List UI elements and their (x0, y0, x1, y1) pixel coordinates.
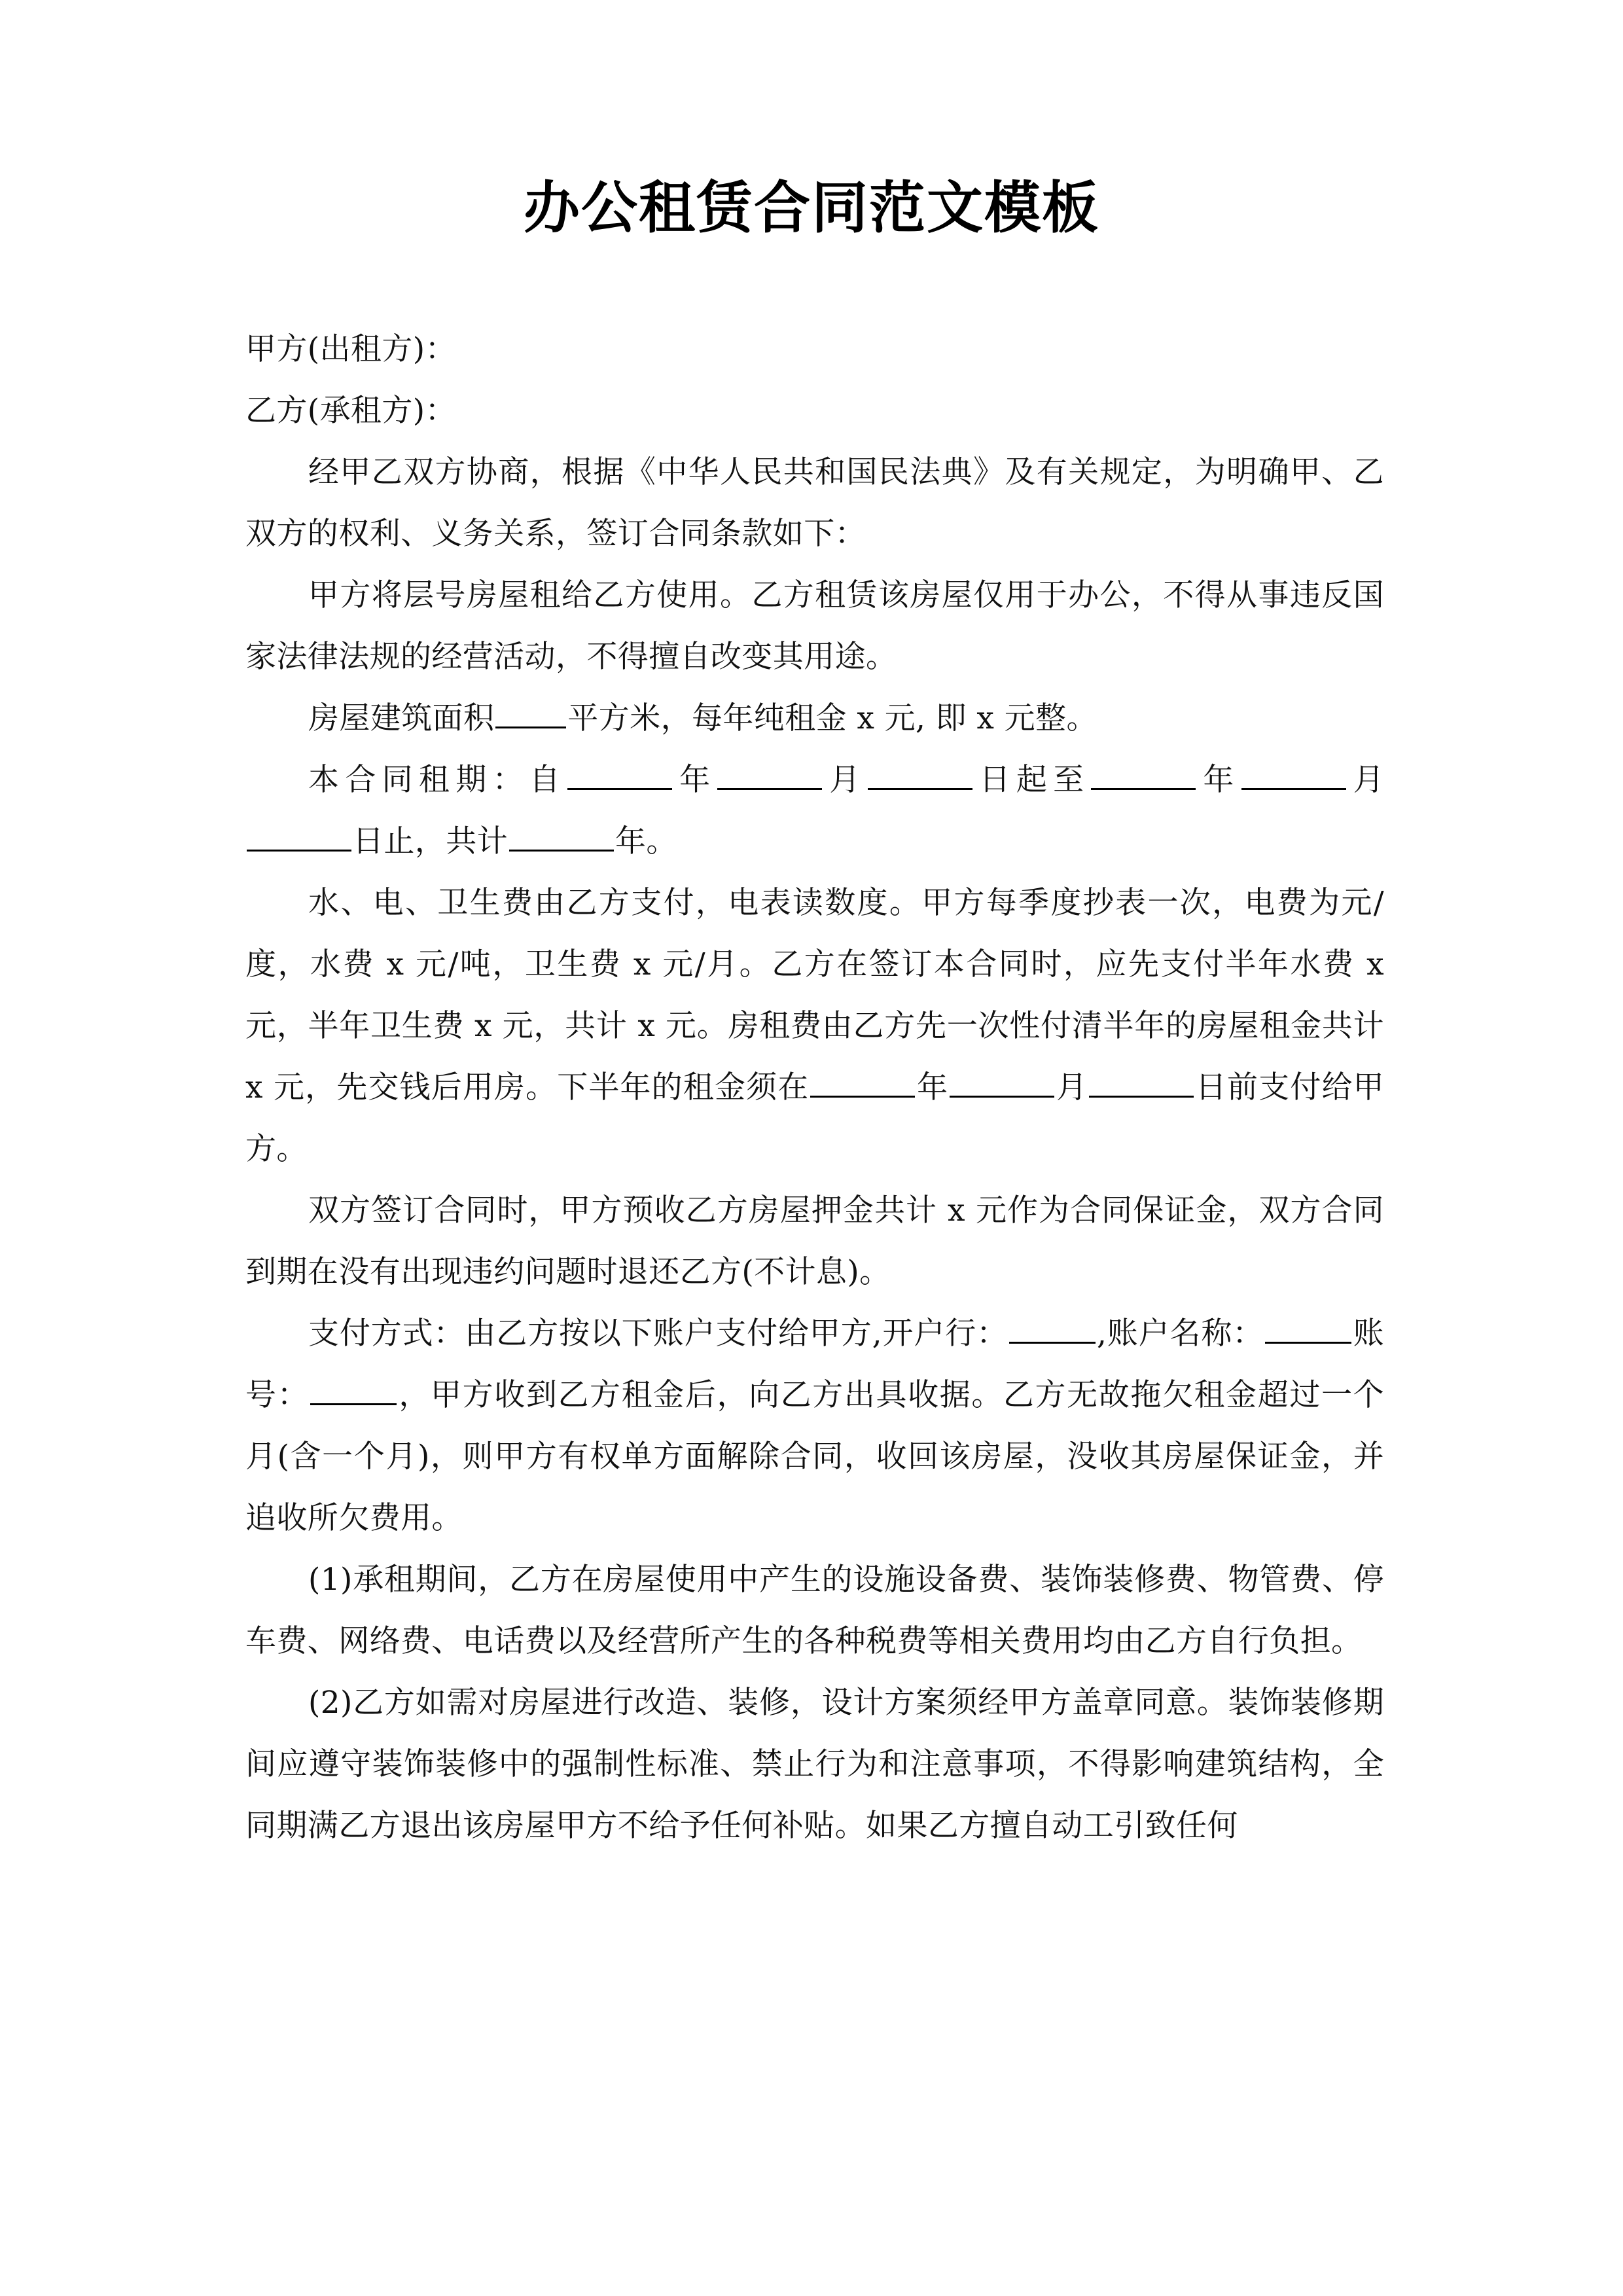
account-no-label: 账号： (245, 1316, 1385, 1413)
second-half-day-field[interactable] (1089, 1067, 1194, 1098)
term-month-1: 月 (823, 762, 866, 798)
party-b-label: 乙方(承租方)： (245, 393, 456, 429)
account-name-field[interactable] (1265, 1313, 1351, 1344)
term-end-day-field[interactable] (247, 821, 351, 852)
term-end-month-field[interactable] (1241, 759, 1346, 790)
term-year-1: 年 (673, 762, 717, 798)
clause-2-paragraph: (2)乙方如需对房屋进行改造、装修，设计方案须经甲方盖章同意。装饰装修期间应遵守装饰装修中的强制性标准、禁止行为和注意事项，不得影响建筑结构，全同期满乙方退出该房屋甲方不给予任何补贴。如果乙方擅自动工引致任何 (245, 1685, 1384, 1844)
bank-name-field[interactable] (1009, 1313, 1096, 1344)
lease-term-paragraph (245, 749, 1384, 872)
payment-prefix: 支付方式：由乙方按以下账户支付给甲方,开户行： (308, 1316, 1008, 1352)
party-a-label: 甲方(出租方)： (245, 331, 456, 367)
preamble-paragraph: 经甲乙双方协商，根据《中华人民共和国民法典》及有关规定，为明确甲、乙双方的权利、义务关系，签订合同条款如下： (245, 454, 1384, 552)
area-rent-prefix: 房屋建筑面积 (308, 700, 495, 736)
premises-use-paragraph: 甲方将层号房屋租给乙方使用。乙方租赁该房屋仅用于办公，不得从事违反国家法律法规的经营活动，不得擅自改变其用途。 (245, 577, 1384, 675)
account-number-field[interactable] (310, 1374, 397, 1405)
document-body (245, 319, 1384, 1857)
utilities-paragraph (245, 872, 1384, 1180)
area-rent-suffix: 平方米，每年纯租金 x 元, 即 x 元整。 (567, 700, 1097, 736)
term-start-year-field[interactable] (567, 759, 672, 790)
area-blank-field[interactable] (495, 698, 566, 728)
term-start-day-field[interactable] (868, 759, 972, 790)
term-day-2: 日止，共计 (353, 823, 508, 859)
term-start-month-field[interactable] (717, 759, 822, 790)
deposit-paragraph: 双方签订合同时，甲方预收乙方房屋押金共计 x 元作为合同保证金，双方合同到期在没有出现违约问题时退还乙方(不计息)。 (245, 1193, 1384, 1290)
payment-paragraph (245, 1303, 1384, 1549)
term-total-years-field[interactable] (509, 821, 614, 852)
utilities-day: 日前支付给甲方。 (245, 1069, 1384, 1167)
term-year-2: 年 (1197, 762, 1240, 798)
second-half-month-field[interactable] (950, 1067, 1054, 1098)
utilities-text: 水、电、卫生费由乙方支付，电表读数度。甲方每季度抄表一次，电费为元/度，水费 x 元/吨，卫生费 x 元/月。乙方在签订本合同时，应先支付半年水费 x 元，半年卫生费 x 元，共计 x 元。房租费由乙方先一次性付清半年的房屋租金共计 x 元，先交钱后用房。下半年的租金须在 (245, 885, 1384, 1105)
second-half-year-field[interactable] (810, 1067, 915, 1098)
area-rent-paragraph (245, 688, 1384, 749)
account-name-label: ,账户名称： (1096, 1316, 1264, 1352)
clause-1-paragraph: (1)承租期间，乙方在房屋使用中产生的设施设备费、装饰装修费、物管费、停车费、网络费、电话费以及经营所产生的各种税费等相关费用均由乙方自行负担。 (245, 1562, 1384, 1659)
utilities-month: 月 (1056, 1069, 1088, 1105)
utilities-year: 年 (916, 1069, 949, 1105)
term-label: 本合同租期：自 (308, 762, 567, 798)
payment-suffix: ，甲方收到乙方租金后，向乙方出具收据。乙方无故拖欠租金超过一个月(含一个月)，则甲方有权单方面解除合同，收回该房屋，没收其房屋保证金，并追收所欠费用。 (245, 1377, 1384, 1536)
term-day-1: 日起至 (973, 762, 1090, 798)
term-end-year-field[interactable] (1091, 759, 1196, 790)
term-month-2: 月 (1347, 762, 1384, 798)
page-title: 办公租赁合同范文模板 (524, 175, 1099, 241)
term-total: 年。 (615, 823, 677, 859)
